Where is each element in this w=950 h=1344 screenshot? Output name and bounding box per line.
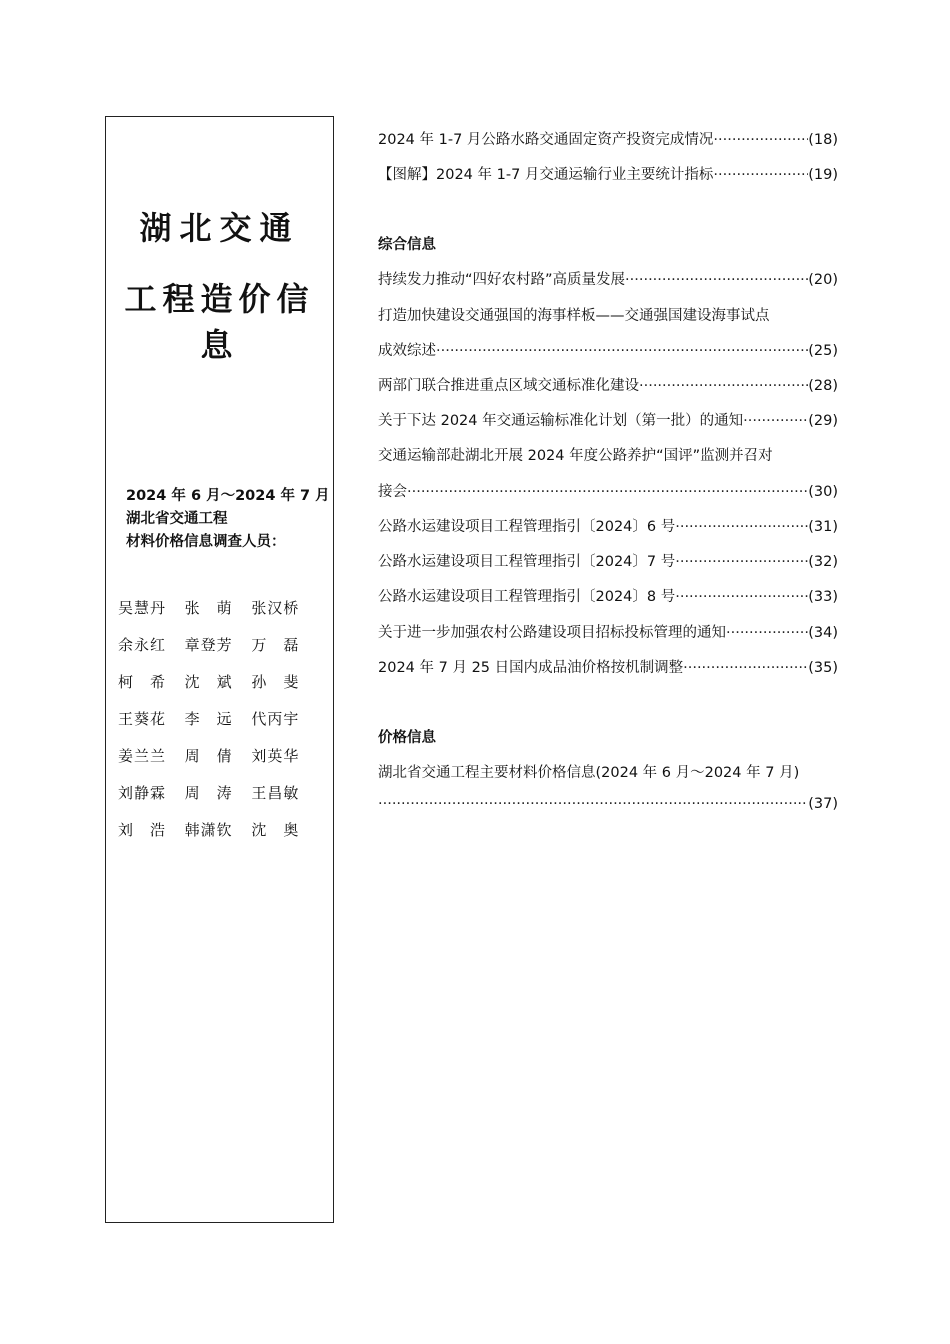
toc-leader	[639, 378, 808, 394]
toc-entry[interactable]	[378, 796, 838, 812]
toc-page-number: (29)	[808, 413, 838, 429]
toc-page-number: (34)	[808, 625, 838, 641]
toc-entry-title: 接会	[378, 484, 407, 500]
toc-leader	[675, 519, 808, 535]
journal-title-line-2: 工程造价信息	[124, 280, 315, 364]
toc-entry[interactable]	[378, 409, 838, 430]
surveyor-name: 沈 斌	[184, 673, 233, 691]
toc-entry-title: 成效综述	[378, 343, 436, 359]
toc-entry-title: 公路水运建设项目工程管理指引〔2024〕8 号	[378, 589, 676, 605]
toc-leader	[378, 796, 808, 812]
toc-entry-title: 2024 年 1-7 月公路水路交通固定资产投资完成情况	[378, 132, 714, 148]
toc-entry-title-line[interactable]: 交通运输部赴湖北开展 2024 年度公路养护“国评”监测并召对	[378, 448, 773, 464]
toc-page-number: (35)	[808, 660, 838, 676]
section-heading-comprehensive: 综合信息	[378, 237, 436, 253]
toc-entry[interactable]	[378, 585, 838, 606]
toc-entry[interactable]	[378, 268, 838, 289]
toc-entry-title: 两部门联合推进重点区域交通标准化建设	[378, 378, 639, 394]
surveyor-row	[118, 774, 318, 811]
survey-org: 湖北省交通工程	[126, 511, 228, 527]
surveyor-name: 张汉桥	[251, 599, 300, 617]
toc-entry[interactable]	[378, 621, 838, 642]
toc-page-number: (37)	[808, 796, 838, 812]
toc-page-number: (20)	[808, 272, 838, 288]
toc-leader	[407, 484, 808, 500]
toc-page-number: (28)	[808, 378, 838, 394]
toc-page-number: (33)	[808, 589, 838, 605]
toc-leader	[675, 554, 808, 570]
surveyor-name: 王昌敏	[251, 784, 300, 802]
toc-leader	[436, 343, 808, 359]
surveyor-name: 柯 希	[118, 673, 167, 691]
toc-entry[interactable]	[378, 374, 838, 395]
surveyor-name: 韩潇钦	[184, 821, 233, 839]
toc-entry-title: 2024 年 7 月 25 日国内成品油价格按机制调整	[378, 660, 684, 676]
toc-leader	[675, 589, 808, 605]
journal-sidebar	[105, 116, 334, 1223]
surveyor-name: 王葵花	[118, 710, 167, 728]
toc-entry[interactable]	[378, 128, 838, 149]
toc-page-number: (31)	[808, 519, 838, 535]
toc-leader	[683, 660, 808, 676]
surveyor-row	[118, 737, 318, 774]
surveyor-name: 代丙宇	[251, 710, 300, 728]
surveyor-name: 李 远	[184, 710, 233, 728]
surveyor-name: 姜兰兰	[118, 747, 167, 765]
surveyor-list	[118, 589, 318, 848]
toc-entry-title: 关于下达 2024 年交通运输标准化计划（第一批）的通知	[378, 413, 744, 429]
toc-entry-title-line[interactable]: 湖北省交通工程主要材料价格信息(2024 年 6 月～2024 年 7 月)	[378, 765, 800, 781]
surveyor-row	[118, 589, 318, 626]
surveyor-name: 刘 浩	[118, 821, 167, 839]
toc-entry[interactable]	[378, 339, 838, 360]
surveyor-name: 沈 奥	[251, 821, 300, 839]
survey-period: 2024 年 6 月～2024 年 7 月	[126, 488, 330, 504]
toc-page-number: (18)	[808, 132, 838, 148]
surveyor-row	[118, 811, 318, 848]
journal-title-line-1: 湖北交通	[139, 209, 300, 247]
surveyor-name: 周 涛	[184, 784, 233, 802]
toc-entry[interactable]	[378, 550, 838, 571]
toc-leader	[625, 272, 808, 288]
toc-entry-title-line[interactable]: 打造加快建设交通强国的海事样板——交通强国建设海事试点	[378, 308, 770, 324]
surveyor-name: 孙 斐	[251, 673, 300, 691]
surveyor-name: 刘静霖	[118, 784, 167, 802]
toc-page-number: (19)	[808, 167, 838, 183]
toc-page-number: (25)	[808, 343, 838, 359]
section-heading-price: 价格信息	[378, 730, 436, 746]
surveyor-row	[118, 700, 318, 737]
toc-page-number: (30)	[808, 484, 838, 500]
toc-entry-title: 公路水运建设项目工程管理指引〔2024〕7 号	[378, 554, 676, 570]
survey-info	[126, 485, 330, 554]
toc-entry[interactable]	[378, 163, 838, 184]
surveyor-name: 万 磊	[251, 636, 300, 654]
toc-entry[interactable]	[378, 656, 838, 677]
toc-entry-title: 公路水运建设项目工程管理指引〔2024〕6 号	[378, 519, 676, 535]
surveyor-row	[118, 663, 318, 700]
surveyor-name: 刘英华	[251, 747, 300, 765]
toc-leader	[743, 413, 808, 429]
toc-leader	[713, 167, 808, 183]
toc-leader	[726, 625, 808, 641]
toc-entry-title: 关于进一步加强农村公路建设项目招标投标管理的通知	[378, 625, 726, 641]
toc-page-number: (32)	[808, 554, 838, 570]
surveyor-name: 周 倩	[184, 747, 233, 765]
toc-leader	[713, 132, 808, 148]
surveyor-name: 吴慧丹	[118, 599, 167, 617]
surveyor-row	[118, 626, 318, 663]
surveyor-name: 章登芳	[184, 636, 233, 654]
surveyor-name: 张 萌	[184, 599, 233, 617]
surveyor-name: 余永红	[118, 636, 167, 654]
toc-entry[interactable]	[378, 480, 838, 501]
toc-entry-title: 【图解】2024 年 1-7 月交通运输行业主要统计指标	[378, 167, 714, 183]
surveyors-label: 材料价格信息调查人员：	[126, 534, 286, 550]
toc-entry-title: 持续发力推动“四好农村路”高质量发展	[378, 272, 626, 288]
toc-entry[interactable]	[378, 515, 838, 536]
